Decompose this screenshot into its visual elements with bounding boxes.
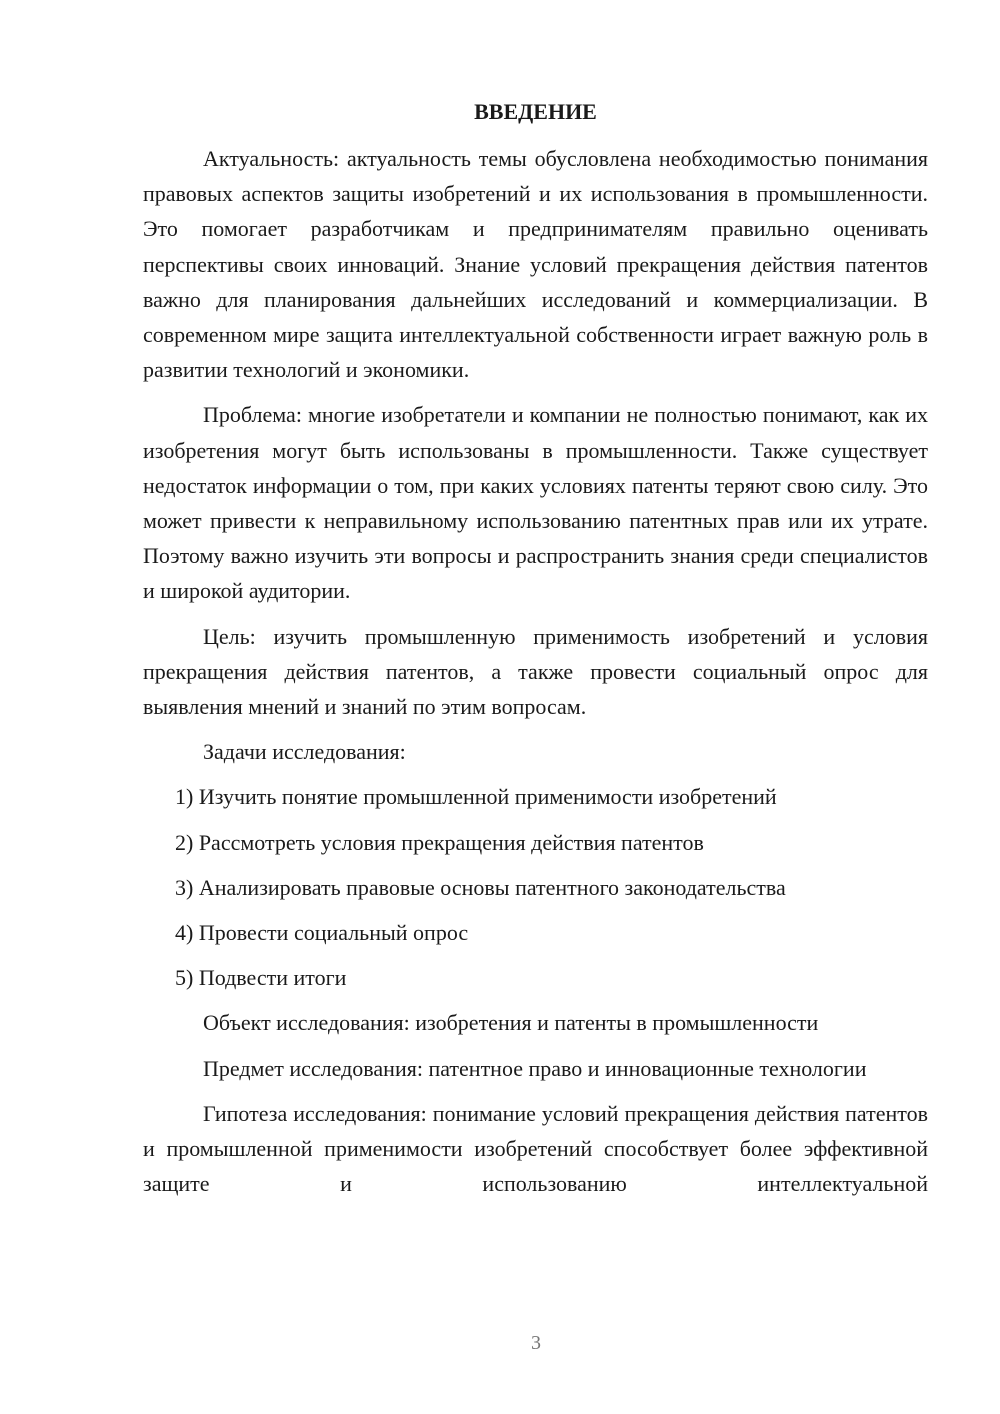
- goal-paragraph: Цель: изучить промышленную применимость изобретений и условия прекращения действия патентов, а также провести социальный опрос для выявления мнений и знаний по этим вопросам.: [143, 623, 928, 720]
- problem-paragraph: Проблема: многие изобретатели и компании не полностью понимают, как их изобретения могут быть использованы в промышленности. Также существует недостаток информации о том, при каких условиях патенты теряют свою силу. Это может привести к неправильному использованию патентных прав или их утрате. Поэтому важно изучить эти вопросы и распространить знания среди специалистов и широкой аудитории.: [143, 402, 928, 604]
- relevance-paragraph: Актуальность: актуальность темы обусловлена необходимостью понимания правовых аспектов защиты изобретений и их использования в промышленности. Это помогает разработчикам и предпринимателям правильно оценивать перспективы своих инноваций. Знание условий прекращения действия патентов важно для планирования дальнейших исследований и коммерциализации. В современном мире защита интеллектуальной собственности играет важную роль в развитии технологий и экономики.: [143, 146, 928, 383]
- subject-paragraph: Предмет исследования: патентное право и инновационные технологии: [203, 1055, 867, 1081]
- document-page: [143, 94, 928, 1211]
- task-item: 5) Подвести итоги: [175, 965, 347, 991]
- task-item: 1) Изучить понятие промышленной применимости изобретений: [175, 784, 777, 810]
- task-item: 4) Провести социальный опрос: [175, 920, 469, 946]
- object-paragraph: Объект исследования: изобретения и патенты в промышленности: [203, 1010, 819, 1036]
- task-item: 2) Рассмотреть условия прекращения действия патентов: [175, 829, 704, 855]
- page-title: ВВЕДЕНИЕ: [474, 99, 597, 124]
- tasks-title: Задачи исследования:: [203, 739, 406, 765]
- hypothesis-paragraph: Гипотеза исследования: понимание условий прекращения действия патентов и промышленной применимости изобретений способствует более эффективной защите и использованию интеллектуальной: [143, 1100, 928, 1197]
- tasks-list: [143, 779, 928, 995]
- task-item: 3) Анализировать правовые основы патентного законодательства: [175, 874, 786, 900]
- page-number: 3: [531, 1332, 541, 1354]
